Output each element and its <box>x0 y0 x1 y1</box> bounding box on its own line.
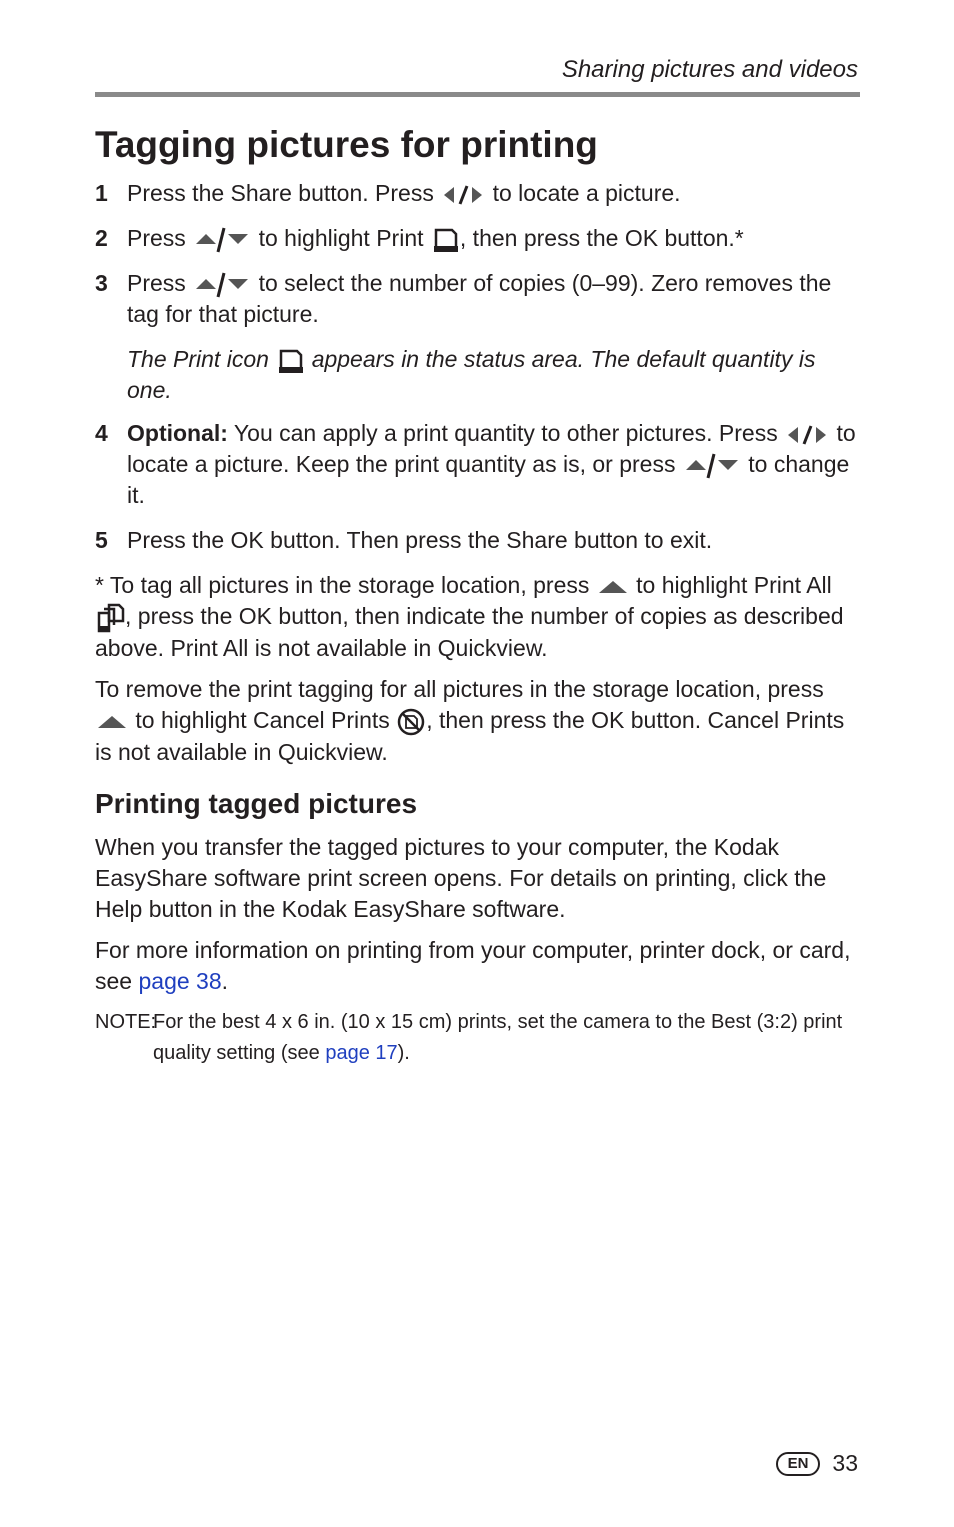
section-paragraph-1: When you transfer the tagged pictures to your computer, the Kodak EasyShare software print screen opens. For details on printing, click the Help button in the Kodak EasyShare software. <box>95 833 827 922</box>
footnote-part: * To tag all pictures in the storage location, press <box>95 572 590 598</box>
up-arrow-icon <box>596 577 630 597</box>
page-footer <box>776 1450 858 1477</box>
step-text <box>127 268 860 330</box>
section-paragraph-2 <box>95 935 860 997</box>
step-text-part: to locate a picture. <box>492 180 681 206</box>
step-text <box>127 223 860 254</box>
note-part: ). <box>397 1041 410 1064</box>
section-heading: Printing tagged pictures <box>95 787 418 819</box>
note-label: NOTE: <box>95 1010 157 1033</box>
step-text-part: Press <box>127 225 186 251</box>
note-body <box>153 1007 860 1069</box>
print-all-icon <box>95 603 125 633</box>
cancel-prints-icon <box>396 707 426 737</box>
page-38-link[interactable]: page 38 <box>138 967 222 994</box>
step-1 <box>95 178 860 209</box>
step-2 <box>95 223 860 254</box>
up-arrow-icon <box>95 712 129 732</box>
step-number: 4 <box>95 420 108 446</box>
optional-label: Optional: <box>127 420 228 446</box>
paragraph-part: For more information on printing from your computer, printer dock, or card, see <box>95 936 851 994</box>
step-text-part: to highlight Print <box>258 225 424 251</box>
note-block <box>95 1007 860 1069</box>
footnote-part: , press the OK button, then indicate the number of copies as described above. Print All is not available in Quickview. <box>95 603 844 661</box>
page-number: 33 <box>832 1450 858 1476</box>
up-down-arrows-icon <box>682 452 742 480</box>
paragraph-part: . <box>221 967 229 994</box>
page-title: Tagging pictures for printing <box>95 124 598 165</box>
paragraph-part: , then press the OK button. Cancel Prints is not available in Quickview. <box>95 706 845 765</box>
step-3-note <box>127 344 860 406</box>
left-right-arrows-icon <box>784 423 830 447</box>
step-text-part: You can apply a print quantity to other pictures. Press <box>233 420 778 446</box>
step-text: Press the OK button. Then press the Share button to exit. <box>127 527 713 553</box>
step-note-part: The Print icon <box>127 346 269 372</box>
step-text-part: , then press the OK button.* <box>459 225 744 251</box>
page-17-link[interactable]: page 17 <box>325 1041 398 1064</box>
step-number: 5 <box>95 527 108 553</box>
step-5 <box>95 525 860 556</box>
step-text-part: to locate a picture. Keep the print quantity as is, or press <box>127 420 856 477</box>
up-down-arrows-icon <box>192 271 252 299</box>
language-badge: EN <box>776 1452 821 1476</box>
header-rule <box>95 92 860 97</box>
step-text-part: to change it. <box>127 451 850 508</box>
step-text-part: Press the Share button. Press <box>127 180 434 206</box>
remove-tagging-paragraph <box>95 674 860 768</box>
step-text-part: to select the number of copies (0–99). Zero removes the tag for that picture. <box>127 270 832 327</box>
step-note-part: appears in the status area. The default quantity is one. <box>127 346 816 403</box>
note-part: For the best 4 x 6 in. (10 x 15 cm) prints, set the camera to the Best (3:2) print quality setting (see <box>153 1010 843 1064</box>
running-head: Sharing pictures and videos <box>561 56 858 83</box>
step-number: 3 <box>95 270 108 296</box>
page-content <box>95 120 860 1069</box>
step-text-part: Press <box>127 270 186 296</box>
step-number: 1 <box>95 180 108 206</box>
footnote-part: to highlight Print All <box>636 572 832 598</box>
paragraph-part: to highlight Cancel Prints <box>135 706 390 733</box>
step-number: 2 <box>95 225 108 251</box>
up-down-arrows-icon <box>192 226 252 254</box>
step-text <box>127 418 860 511</box>
left-right-arrows-icon <box>440 183 486 207</box>
step-4 <box>95 418 860 511</box>
step-text <box>127 178 860 209</box>
print-icon <box>275 347 305 375</box>
footnote-print-all <box>95 570 860 664</box>
step-3 <box>95 268 860 330</box>
paragraph-part: To remove the print tagging for all pictures in the storage location, press <box>95 675 824 702</box>
print-icon <box>430 226 460 254</box>
